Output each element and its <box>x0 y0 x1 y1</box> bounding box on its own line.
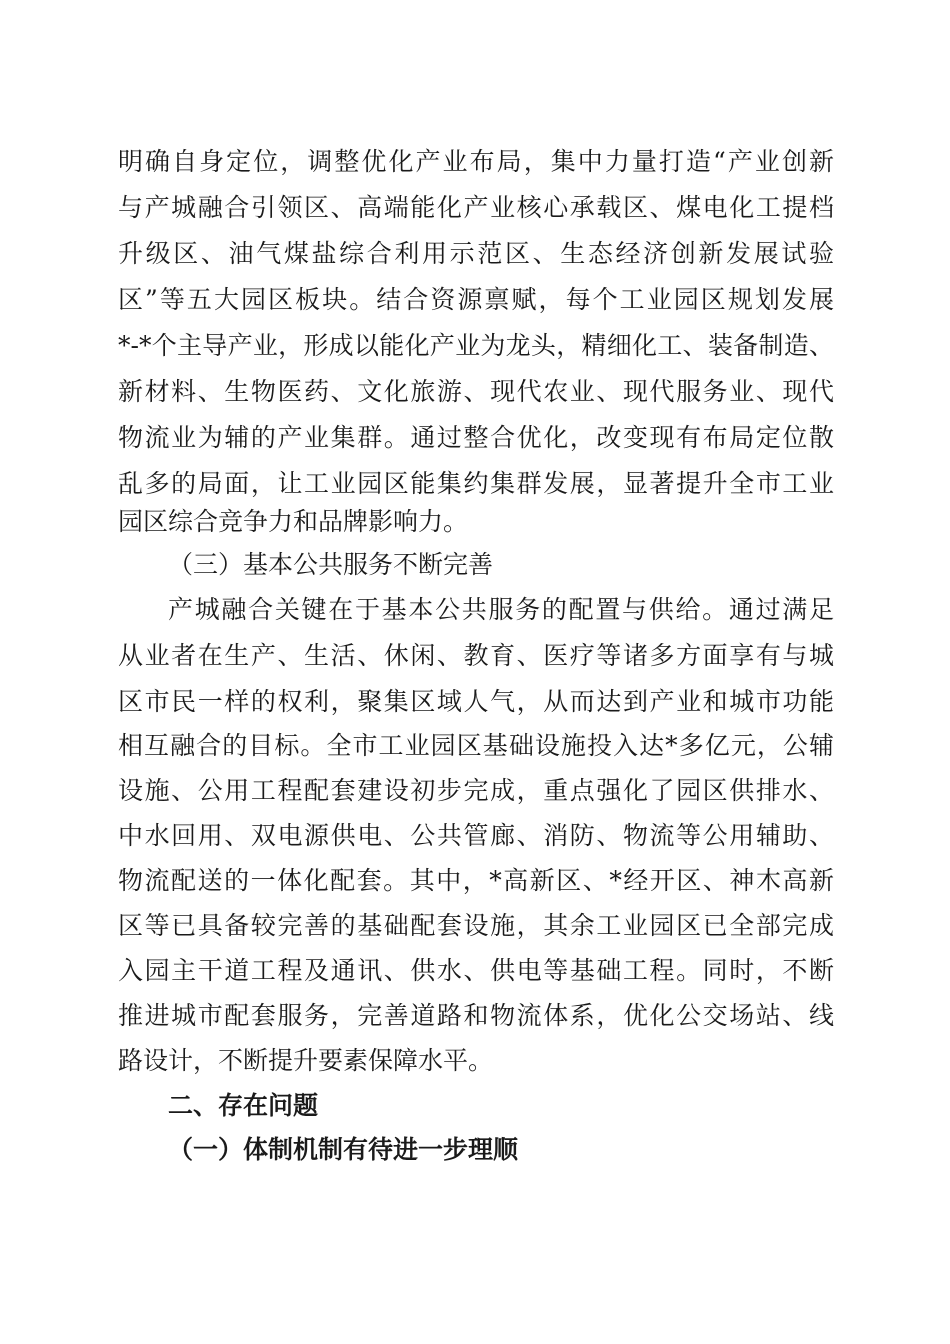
subsection-heading: （三）基本公共服务不断完善 <box>168 550 494 579</box>
text-line: 区市民一样的权利，聚集区域人气，从而达到产业和城市功能 <box>118 687 834 716</box>
text-line: 物流业为辅的产业集群。通过整合优化，改变现有布局定位散 <box>118 423 834 452</box>
text-line: 路设计，不断提升要素保障水平。 <box>118 1046 494 1075</box>
text-line: 设施、公用工程配套建设初步完成，重点强化了园区供排水、 <box>118 776 834 805</box>
subsection-heading: （一）体制机制有待进一步理顺 <box>168 1135 519 1164</box>
section-heading: 二、存在问题 <box>168 1091 319 1120</box>
text-line: 入园主干道工程及通讯、供水、供电等基础工程。同时，不断 <box>118 956 834 985</box>
text-line: 园区综合竞争力和品牌影响力。 <box>118 507 469 536</box>
text-line: 新材料、生物医药、文化旅游、现代农业、现代服务业、现代 <box>118 377 834 406</box>
text-line: 从业者在生产、生活、休闲、教育、医疗等诸多方面享有与城 <box>118 641 834 670</box>
text-line: 推进城市配套服务，完善道路和物流体系，优化公交场站、线 <box>118 1001 834 1030</box>
text-line: 区等已具备较完善的基础配套设施，其余工业园区已全部完成 <box>118 911 834 940</box>
text-line: 区”等五大园区板块。结合资源禀赋，每个工业园区规划发展 <box>118 285 834 314</box>
text-line: *-*个主导产业，形成以能化产业为龙头，精细化工、装备制造、 <box>118 331 834 360</box>
text-line: 乱多的局面，让工业园区能集约集群发展，显著提升全市工业 <box>118 469 834 498</box>
text-line: 与产城融合引领区、高端能化产业核心承载区、煤电化工提档 <box>118 193 834 222</box>
text-line: 中水回用、双电源供电、公共管廊、消防、物流等公用辅助、 <box>118 821 834 850</box>
text-line: 产城融合关键在于基本公共服务的配置与供给。通过满足 <box>168 595 834 624</box>
text-line: 明确自身定位，调整优化产业布局，集中力量打造“产业创新 <box>118 147 834 176</box>
text-line: 相互融合的目标。全市工业园区基础设施投入达*多亿元，公辅 <box>118 731 834 760</box>
text-line: 升级区、油气煤盐综合利用示范区、生态经济创新发展试验 <box>118 239 834 268</box>
text-line: 物流配送的一体化配套。其中，*高新区、*经开区、神木高新 <box>118 866 834 895</box>
